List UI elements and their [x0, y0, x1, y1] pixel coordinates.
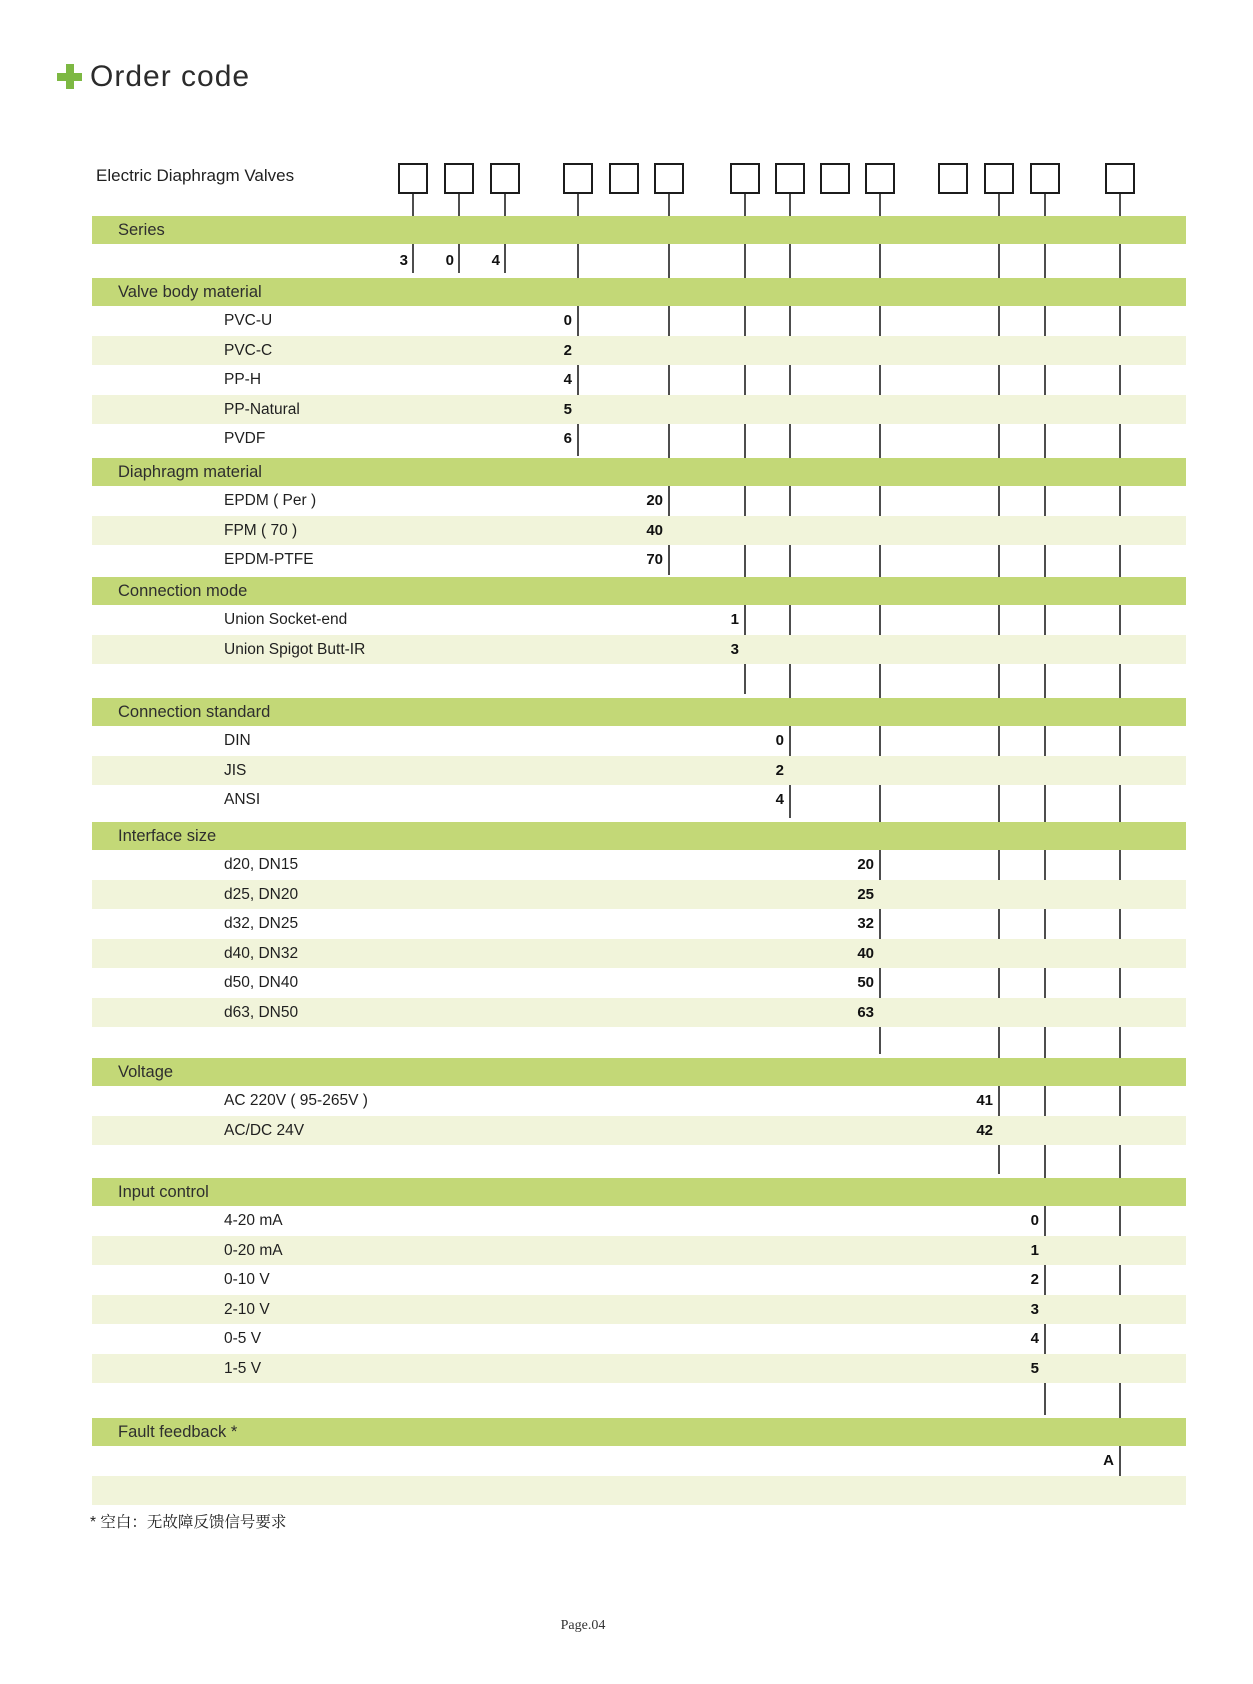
- row-value: 1: [730, 611, 739, 628]
- table-row: [92, 785, 1186, 815]
- section-header-label: Input control: [118, 1183, 209, 1201]
- row-value: 5: [1030, 1359, 1039, 1377]
- section-header-connection-mode: [92, 577, 1186, 605]
- row-label: AC/DC 24V: [224, 1121, 305, 1139]
- section-header-label: Series: [118, 221, 165, 239]
- product-label: Electric Diaphragm Valves: [96, 166, 295, 185]
- order-code-table: [92, 0, 1186, 1684]
- table-row: [92, 365, 1186, 395]
- table-row: [92, 1206, 1186, 1236]
- section-header-label: Connection mode: [118, 582, 248, 600]
- section-header-connection-standard: [92, 698, 1186, 726]
- row-label: 2-10 V: [224, 1300, 270, 1318]
- row-value: 40: [646, 521, 663, 539]
- section-header-fault-feedback: [92, 1418, 1186, 1446]
- section-header-valve-body-material: [92, 278, 1186, 306]
- section-header-label: Interface size: [118, 827, 217, 845]
- table-row: [92, 306, 1186, 336]
- table-row: [92, 1324, 1186, 1354]
- table-row: [92, 939, 1186, 969]
- row-label: PP-H: [224, 371, 262, 388]
- row-value: 4: [563, 371, 572, 388]
- page-number: Page.04: [560, 1618, 606, 1633]
- row-label: DIN: [224, 732, 251, 749]
- row-label: 0-10 V: [224, 1271, 270, 1288]
- row-value: 2: [1030, 1271, 1039, 1288]
- series-digit: 0: [445, 252, 454, 269]
- table-row: [92, 1236, 1186, 1266]
- table-row: [92, 756, 1186, 786]
- table-row: [92, 1446, 1186, 1476]
- section-header-label: Fault feedback *: [118, 1423, 238, 1441]
- row-label: 4-20 mA: [224, 1212, 283, 1229]
- table-row: [92, 850, 1186, 880]
- row-label: PVC-U: [224, 312, 273, 329]
- row-value: 2: [775, 761, 784, 779]
- section-header-voltage: [92, 1058, 1186, 1086]
- row-label: Union Socket-end: [224, 611, 348, 628]
- table-row: [92, 1354, 1186, 1384]
- row-value: 41: [976, 1092, 993, 1109]
- table-row: [92, 545, 1186, 575]
- row-value: 0: [563, 312, 572, 329]
- row-value: 0: [775, 732, 784, 749]
- footnote: * 空白：无故障反馈信号要求: [90, 1514, 287, 1531]
- row-value: 5: [563, 400, 572, 418]
- row-value: 20: [646, 492, 663, 509]
- table-row-empty: [92, 1476, 1186, 1506]
- table-row: [92, 486, 1186, 516]
- row-label: EPDM-PTFE: [224, 551, 314, 568]
- row-value: 42: [976, 1121, 993, 1139]
- section-header-label: Voltage: [118, 1063, 174, 1081]
- section-header-diaphragm-material: [92, 458, 1186, 486]
- row-value: 3: [1030, 1300, 1039, 1318]
- row-label: d25, DN20: [224, 885, 299, 903]
- table-row: [92, 605, 1186, 635]
- row-value: 70: [646, 551, 663, 568]
- row-value: 3: [730, 640, 739, 658]
- section-header-label: Diaphragm material: [118, 463, 262, 481]
- table-row: [92, 516, 1186, 546]
- row-value: 20: [857, 856, 874, 873]
- table-row: [92, 1086, 1186, 1116]
- row-label: d32, DN25: [224, 915, 299, 932]
- table-row: [92, 336, 1186, 366]
- page-title: Order code: [90, 60, 251, 93]
- row-label: PVDF: [224, 430, 266, 447]
- row-label: Union Spigot Butt-IR: [224, 640, 366, 658]
- series-digit: 3: [399, 252, 408, 269]
- table-row: [92, 635, 1186, 665]
- row-value: 4: [775, 791, 784, 808]
- row-label: 0-20 mA: [224, 1241, 283, 1259]
- row-label: d20, DN15: [224, 856, 299, 873]
- section-header-series: [92, 216, 1186, 244]
- row-value: 4: [1030, 1330, 1039, 1347]
- row-label: 1-5 V: [224, 1359, 262, 1377]
- section-header-label: Connection standard: [118, 703, 271, 721]
- row-label: AC 220V ( 95-265V ): [224, 1092, 368, 1109]
- section-header-interface-size: [92, 822, 1186, 850]
- row-value: A: [1103, 1452, 1114, 1469]
- series-digit: 4: [491, 252, 500, 269]
- table-row: [92, 909, 1186, 939]
- table-row: [92, 726, 1186, 756]
- row-label: EPDM ( Per ): [224, 492, 317, 509]
- table-row: [92, 395, 1186, 425]
- row-label: PVC-C: [224, 341, 273, 359]
- section-header-input-control: [92, 1178, 1186, 1206]
- row-value: 63: [857, 1003, 874, 1021]
- row-value: 0: [1030, 1212, 1039, 1229]
- table-row: [92, 880, 1186, 910]
- row-label: 0-5 V: [224, 1330, 262, 1347]
- row-label: d63, DN50: [224, 1003, 299, 1021]
- row-value: 1: [1030, 1241, 1039, 1259]
- row-value: 40: [857, 944, 874, 962]
- row-value: 50: [857, 974, 874, 991]
- row-label: FPM ( 70 ): [224, 521, 298, 539]
- row-value: 32: [857, 915, 874, 932]
- table-row: [92, 1265, 1186, 1295]
- row-label: d50, DN40: [224, 974, 299, 991]
- row-value: 25: [857, 885, 874, 903]
- table-row: [92, 968, 1186, 998]
- table-row: [92, 1116, 1186, 1146]
- table-row: [92, 424, 1186, 454]
- section-header-label: Valve body material: [118, 283, 262, 301]
- table-row: [92, 998, 1186, 1028]
- table-row: [92, 1295, 1186, 1325]
- row-label: PP-Natural: [224, 400, 300, 418]
- row-label: ANSI: [224, 791, 261, 808]
- plus-icon: [57, 64, 82, 89]
- row-value: 2: [563, 341, 572, 359]
- row-label: JIS: [224, 761, 247, 779]
- row-label: d40, DN32: [224, 944, 299, 962]
- row-value: 6: [563, 430, 572, 447]
